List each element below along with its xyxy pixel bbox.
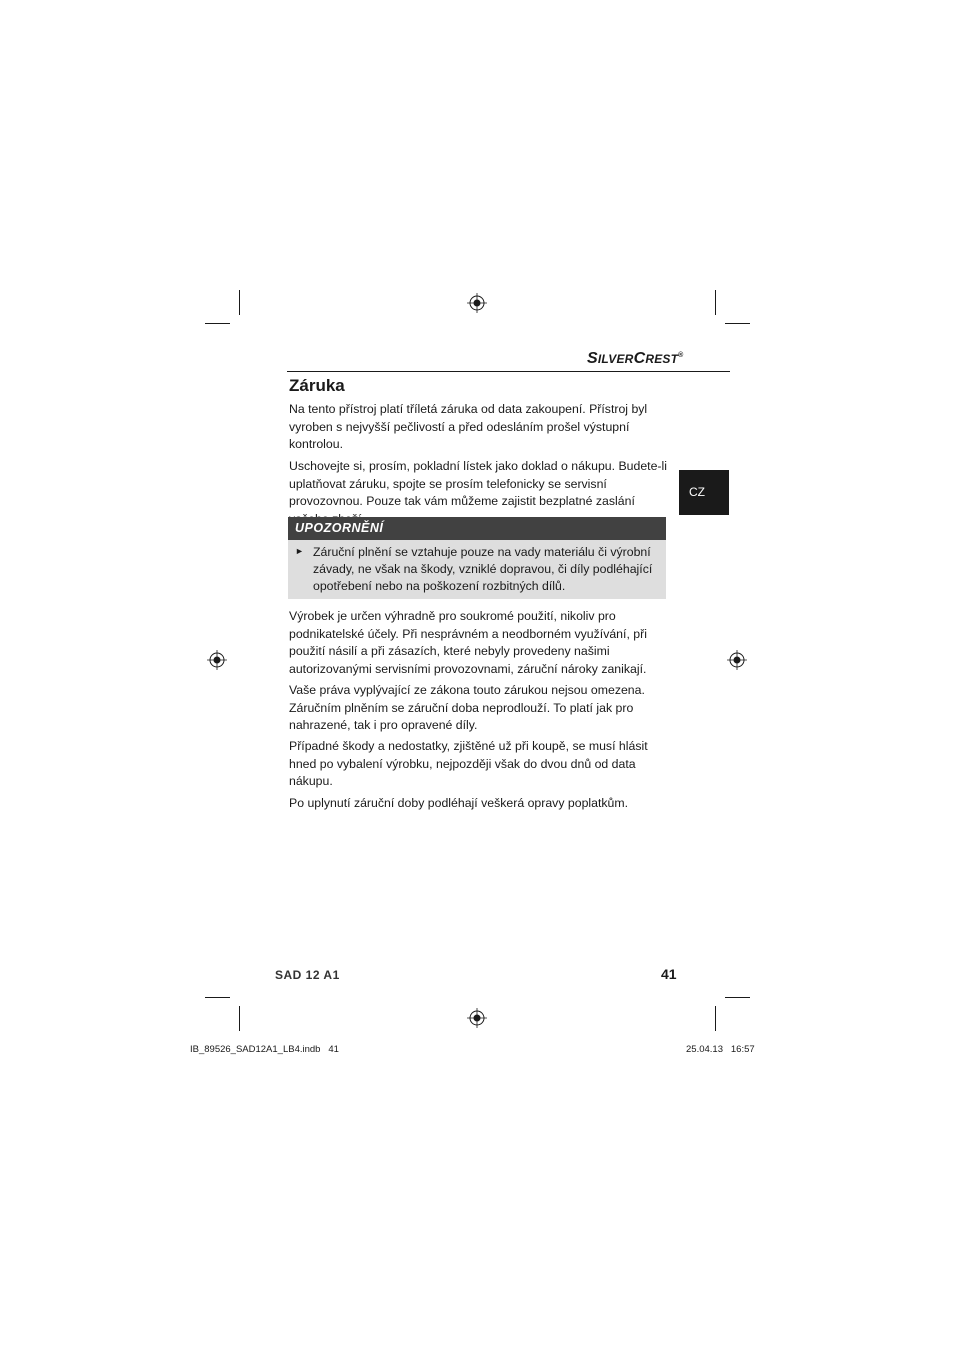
crop-mark <box>205 323 230 324</box>
date-slug: 25.04.13 16:57 <box>686 1044 755 1055</box>
file-slug: IB_89526_SAD12A1_LB4.indb 41 <box>190 1044 339 1055</box>
warning-heading-bar <box>288 517 666 540</box>
brand-logo: SILVERCREST® <box>587 350 684 367</box>
warning-text: Záruční plnění se vztahuje pouze na vady materiálu či výrobní závady, ne však na škody, vzniklé dopravou, či díly podléhající opotřebení nebo na poškození rozbitných dílů. <box>313 545 653 593</box>
language-code: CZ <box>689 485 705 499</box>
crop-mark <box>239 1006 240 1031</box>
crop-mark <box>715 1006 716 1031</box>
registration-mark-icon <box>467 1008 487 1028</box>
crop-mark <box>725 997 750 998</box>
paragraph: Případné škody a nedostatky, zjištěné už při koupě, se musí hlásit hned po vybalení výrobku, nejpozději však do dvou dnů od data nákupu. <box>289 739 648 788</box>
paragraph: Po uplynutí záruční doby podléhají veškerá opravy poplatkům. <box>289 796 629 810</box>
warning-box <box>288 540 666 599</box>
paragraph: Výrobek je určen výhradně pro soukromé použití, nikoliv pro podnikatelské účely. Při nesprávném a neodborném využívání, při použití násilí a při zásazích, které nebyly provedeny našimi autorizovanými servisními provozovnami, záruční nároky zanikají. <box>289 609 647 676</box>
paragraph: Na tento přístroj platí tříletá záruka od data zakoupení. Přístroj byl vyroben s nejvyšší pečlivostí a před odesláním prošel výstupní kontrolou. <box>289 402 648 451</box>
crop-mark <box>205 997 230 998</box>
footer-model: SAD 12 A1 <box>275 968 340 982</box>
registration-mark-icon <box>727 650 747 670</box>
arrow-bullet-icon: ► <box>295 546 304 556</box>
header-rule <box>287 371 730 372</box>
crop-mark <box>715 290 716 315</box>
language-tab <box>679 470 729 515</box>
warning-heading: UPOZORNĚNÍ <box>295 521 384 535</box>
paragraph: Vaše práva vyplývající ze zákona touto zárukou nejsou omezena. Záručním plněním se záruční doba neprodlouží. To platí jak pro nahrazené, tak i pro opravené díly. <box>289 683 645 732</box>
page-number: 41 <box>661 966 677 982</box>
section-title: Záruka <box>289 376 345 395</box>
crop-mark <box>239 290 240 315</box>
paragraph: Uschovejte si, prosím, pokladní lístek jako doklad o nákupu. Budete-li uplatňovat záruku, spojte se prosím telefonicky se servisní provozovnou. Pouze tak vám můžeme zajistit bezplatné zaslání <box>289 459 667 508</box>
registration-mark-icon <box>207 650 227 670</box>
registration-mark-icon <box>467 293 487 313</box>
crop-mark <box>725 323 750 324</box>
